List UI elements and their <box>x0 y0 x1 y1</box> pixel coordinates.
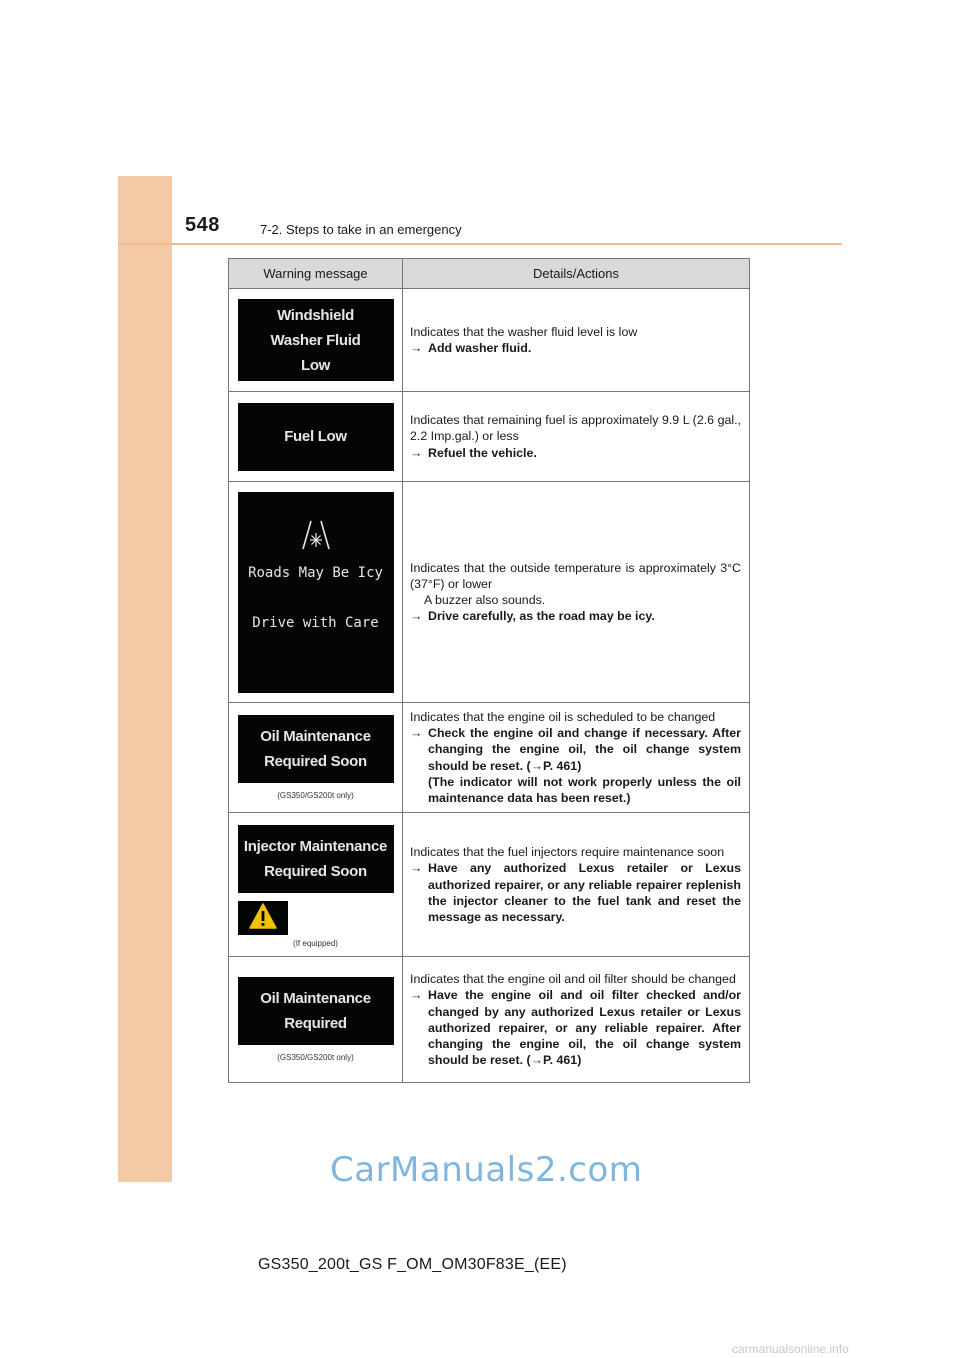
details-extra: A buzzer also sounds. <box>424 593 546 607</box>
panel-line: Drive with Care <box>252 614 379 631</box>
page-number: 548 <box>185 214 220 236</box>
action-label: Check the engine oil and change if necessary. After changing the engine oil, the oil change system should be reset. (→P. 461) <box>428 726 741 773</box>
section-title: 7-2. Steps to take in an emergency <box>260 222 462 237</box>
watermark: CarManuals2.com <box>330 1150 643 1190</box>
details-cell <box>403 703 750 813</box>
message-cell <box>229 392 403 482</box>
side-tab-bar <box>118 176 172 1182</box>
action-label: Have the engine oil and oil filter checked and/or changed by any authorized Lexus retailer or Lexus authorized repairer, or any reliable repairer. After changing the engine oil, the oil change system should be reset. (→P. 461) <box>428 988 741 1068</box>
fuel-low-panel <box>238 403 394 471</box>
action-text <box>410 987 741 1068</box>
action-label: Add washer fluid. <box>428 341 532 355</box>
applicability-note: (If equipped) <box>293 939 338 949</box>
details-text: Indicates that the outside temperature is approximately 3°C (37°F) or lower <box>410 560 741 591</box>
details-text: Indicates that the engine oil is scheduled to be changed <box>410 710 716 724</box>
panel-line: Oil Maintenance <box>260 990 371 1008</box>
table-row <box>229 482 750 703</box>
column-header-message: Warning message <box>229 259 403 289</box>
details-cell <box>403 813 750 957</box>
arrow-icon: → <box>410 445 423 460</box>
panel-line: Required Soon <box>264 753 367 771</box>
message-cell <box>229 482 403 703</box>
injector-maintenance-panel <box>238 825 394 893</box>
applicability-note: (GS350/GS200t only) <box>277 791 354 801</box>
action-text <box>410 860 741 925</box>
header-rule <box>118 243 842 245</box>
watermark-site: carmanualsonline.info <box>732 1342 849 1356</box>
message-cell <box>229 813 403 957</box>
oil-maintenance-required-panel <box>238 977 394 1045</box>
warning-triangle-icon <box>249 903 277 934</box>
panel-line: Injector Maintenance <box>243 838 388 856</box>
panel-line: Roads May Be Icy <box>248 564 383 581</box>
column-header-details: Details/Actions <box>403 259 750 289</box>
details-text: Indicates that the engine oil and oil filter should be changed <box>410 972 736 987</box>
message-cell <box>229 957 403 1083</box>
warning-light <box>238 901 288 935</box>
panel-line: Windshield <box>277 306 354 324</box>
panel-line: Washer Fluid <box>270 331 361 349</box>
details-text: Indicates that remaining fuel is approximately 9.9 L (2.6 gal., 2.2 Imp.gal.) or less <box>410 413 741 444</box>
arrow-icon: → <box>410 341 423 355</box>
action-label: Refuel the vehicle. <box>428 445 537 460</box>
action-text <box>410 725 741 806</box>
applicability-note: (GS350/GS200t only) <box>277 1053 354 1063</box>
details-cell <box>403 482 750 703</box>
action-label: Drive carefully, as the road may be icy. <box>428 609 655 624</box>
warning-message-table <box>228 258 750 1083</box>
oil-maintenance-soon-panel <box>238 715 394 783</box>
document-code: GS350_200t_GS F_OM_OM30F83E_(EE) <box>258 1256 567 1273</box>
arrow-icon: → <box>410 609 423 624</box>
panel-line: Required Soon <box>264 863 367 881</box>
table-row <box>229 957 750 1083</box>
action-text <box>410 608 741 624</box>
table-row <box>229 289 750 392</box>
roads-icy-panel <box>238 492 394 693</box>
action-text <box>410 340 741 356</box>
panel-line: Required <box>284 1015 347 1033</box>
panel-line: Low <box>300 356 331 374</box>
details-cell <box>403 289 750 392</box>
details-cell <box>403 392 750 482</box>
arrow-icon: → <box>410 861 423 876</box>
table-header-row <box>229 259 750 289</box>
washer-fluid-panel <box>238 299 394 381</box>
message-cell <box>229 703 403 813</box>
details-text: Indicates that the fuel injectors require maintenance soon <box>410 845 725 860</box>
table-row <box>229 392 750 482</box>
ice-road-icon <box>299 519 333 553</box>
details-cell <box>403 957 750 1083</box>
details-text: Indicates that the washer fluid level is low <box>410 324 638 339</box>
action-text <box>410 445 741 461</box>
panel-line: Oil Maintenance <box>260 728 371 746</box>
table-row <box>229 813 750 957</box>
panel-line: Fuel Low <box>284 428 347 445</box>
action-label: Have any authorized Lexus retailer or Lexus authorized repairer, or any reliable repairer replenish the injector cleaner to the fuel tank and reset the message as necessary. <box>428 861 741 925</box>
action-note: (The indicator will not work properly unless the oil maintenance data has been reset.) <box>428 774 741 806</box>
arrow-icon: → <box>410 988 423 1003</box>
arrow-icon: → <box>410 726 423 741</box>
message-cell <box>229 289 403 392</box>
table-row <box>229 703 750 813</box>
